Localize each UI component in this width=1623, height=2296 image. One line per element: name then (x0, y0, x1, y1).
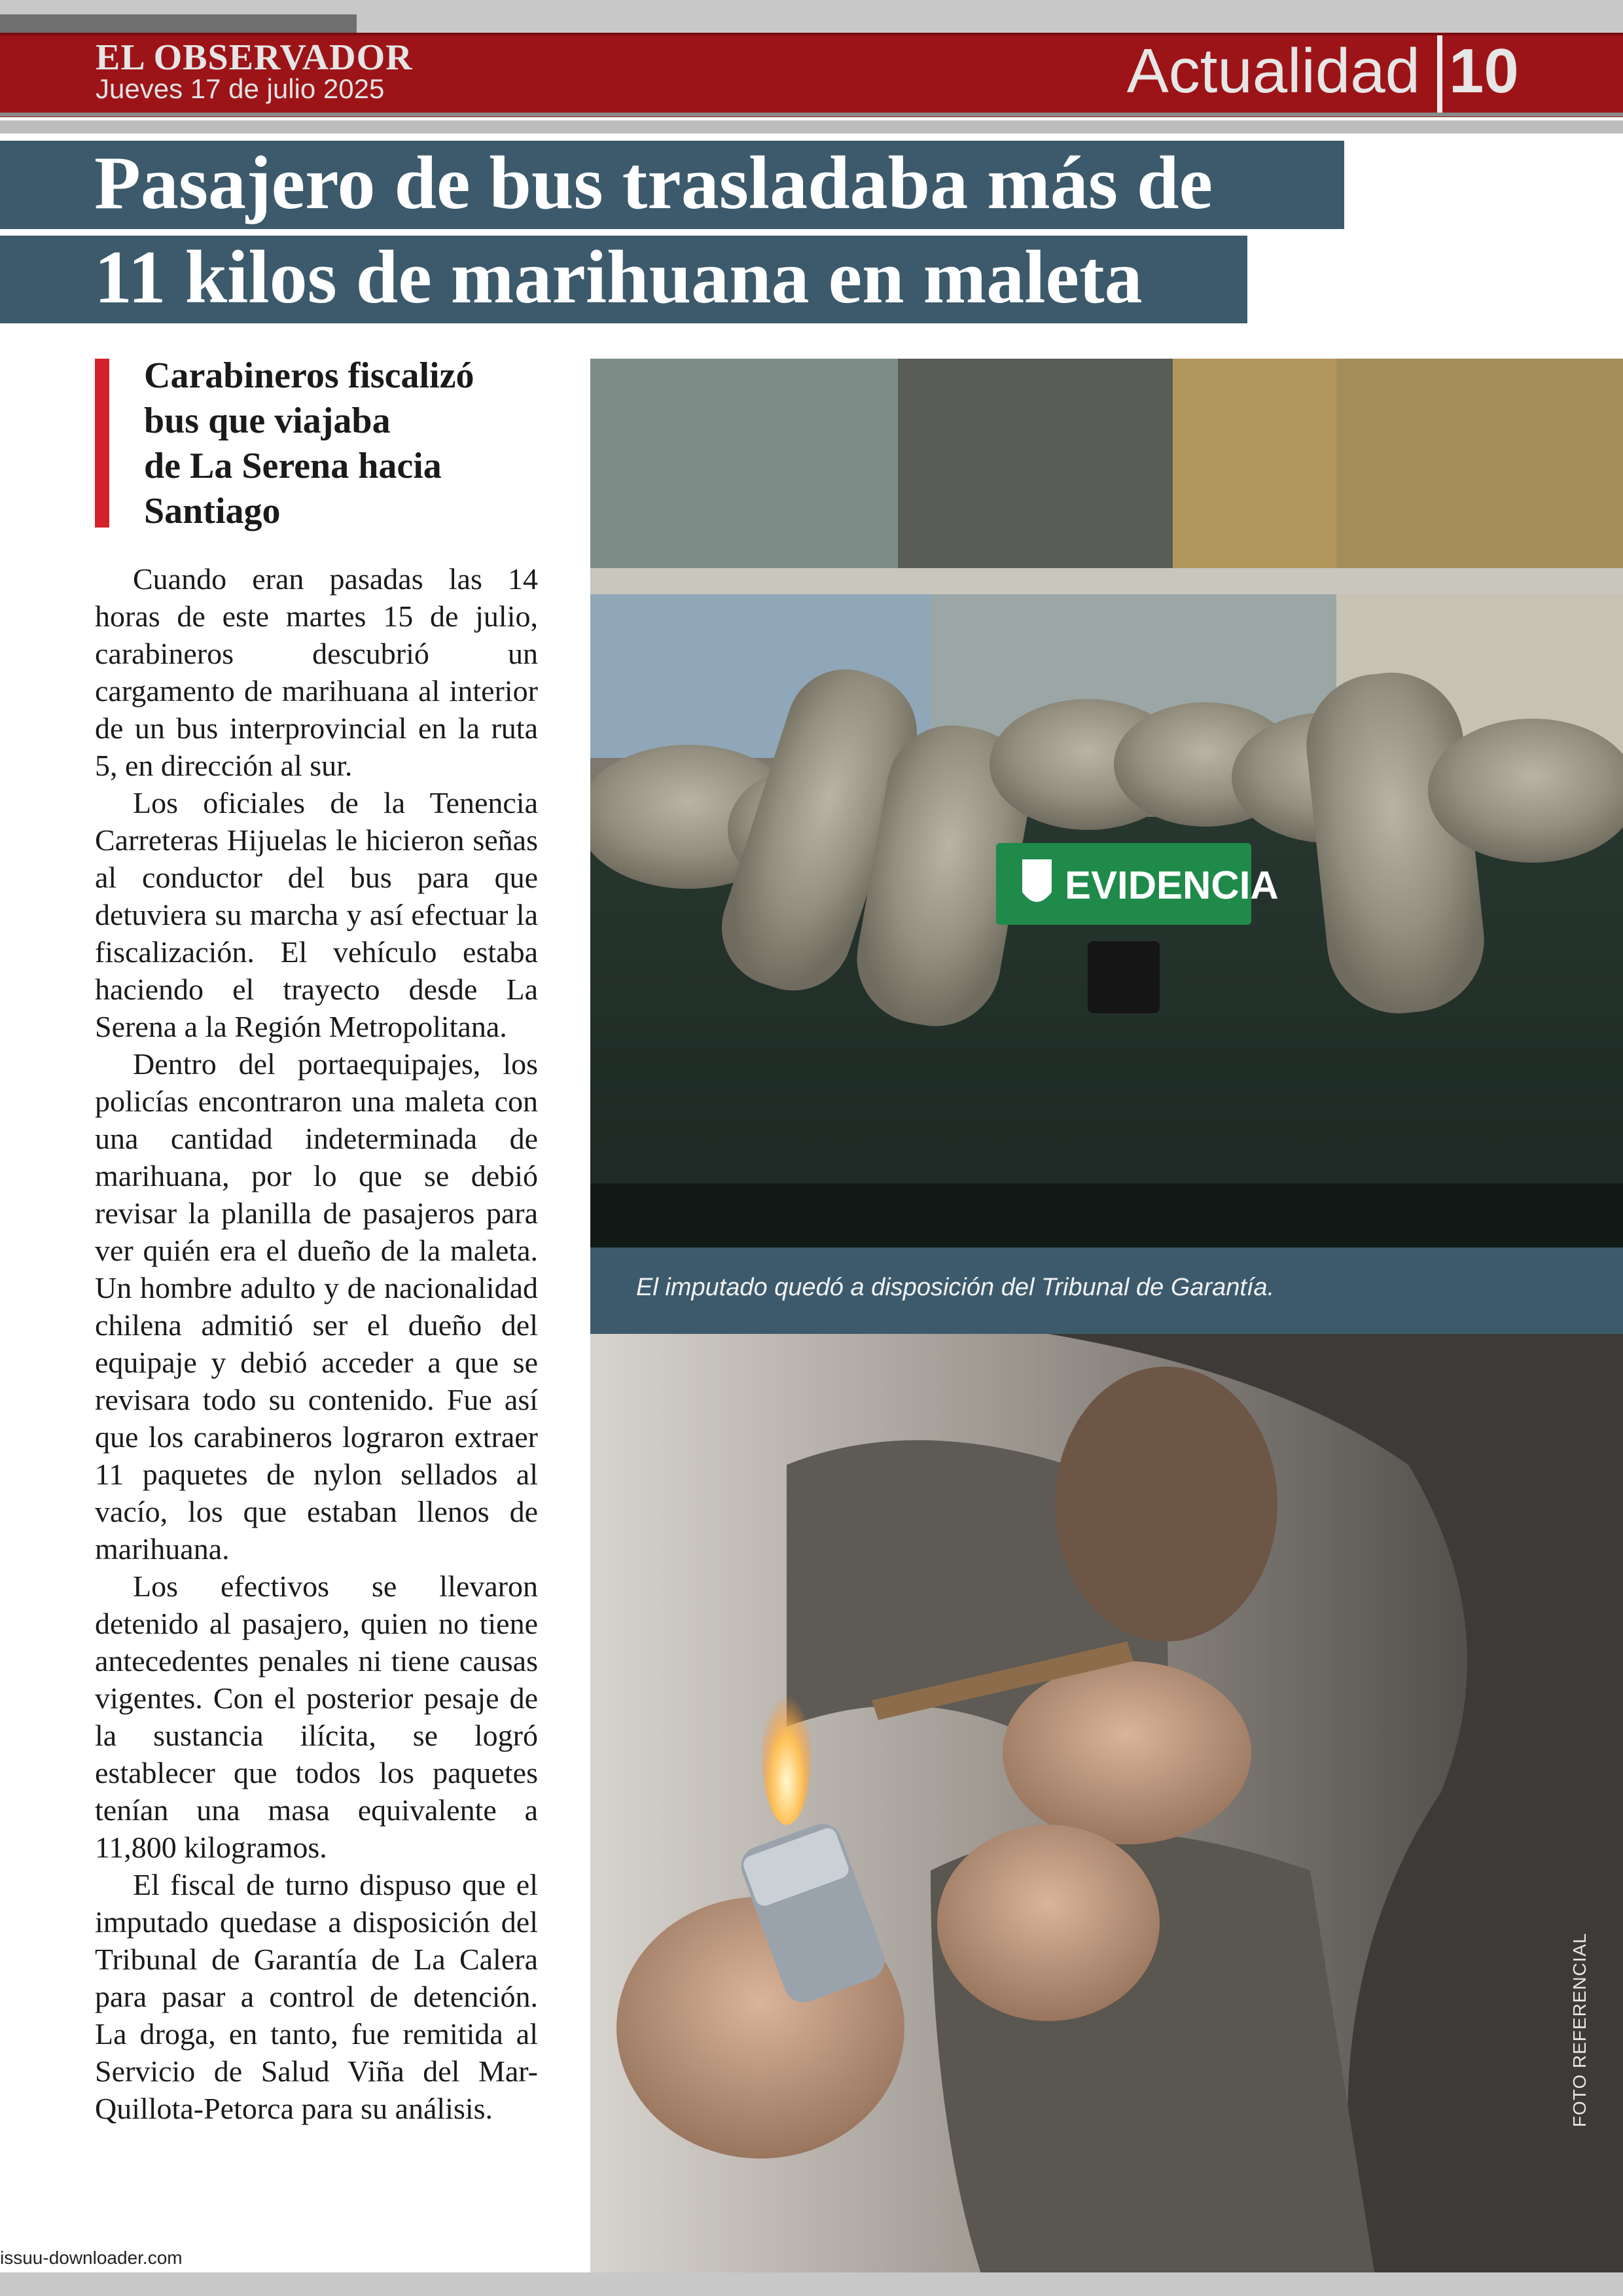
evidence-sign-text: EVIDENCIA (1065, 863, 1279, 907)
subhead-line: Carabineros fiscalizó (144, 355, 474, 396)
subhead-accent-bar (95, 359, 109, 528)
article-paragraph: Los oficiales de la Tenencia Carreteras Hijuelas le hicieron señas al conductor del bus para que detuviera su marcha y así efectuar la fiscalización. El vehículo estaba haciendo el trayecto desde La Serena a la Región Metropolitana. (95, 786, 538, 1043)
masthead-rule-light (0, 120, 1623, 134)
publication-date: Jueves 17 de julio 2025 (96, 73, 385, 104)
subhead-line: Santiago (144, 491, 281, 531)
photo-credit: FOTO REFERENCIAL (1569, 1932, 1590, 2127)
subhead-line: de La Serena hacia (144, 446, 442, 486)
article-body (95, 560, 538, 2127)
subhead (144, 353, 563, 534)
masthead-rule (0, 113, 1623, 117)
photo-caption: El imputado quedó a disposición del Tribunal de Garantía. (636, 1274, 1275, 1301)
footer-band (0, 2272, 1623, 2296)
evidence-photo (590, 359, 1623, 1247)
section-divider (1437, 35, 1442, 113)
article-paragraph: El fiscal de turno dispuso que el imputado quedase a disposición del Tribunal de Garantía de La Calera para pasar a control de detención. La droga, en tanto, fue remitida al Servicio de Salud Viña del Mar-Quillota-Petorca para su análisis. (95, 1868, 538, 2125)
page-number: 10 (1449, 36, 1519, 106)
article-paragraph: Los efectivos se llevaron detenido al pasajero, quien no tiene antecedentes penales ni tiene causas vigentes. Con el posterior pesaje de la sustancia ilícita, se logró establecer que todos los paquetes tenían una masa equivalente a 11,800 kilogramos. (95, 1570, 538, 1864)
headline-line-2: 11 kilos de marihuana en maleta (94, 236, 1143, 319)
publication-name: EL OBSERVADOR (96, 37, 413, 78)
reference-photo (590, 1334, 1623, 2280)
section-title: Actualidad (1126, 36, 1420, 106)
watermark: issuu-downloader.com (0, 2248, 183, 2268)
top-band-accent (0, 14, 357, 33)
article-paragraph: Cuando eran pasadas las 14 horas de este martes 15 de julio, carabineros descubrió un cargamento de marihuana al interior de un bus interprovincial en la ruta 5, en dirección al sur. (95, 562, 538, 782)
headline-line-1: Pasajero de bus trasladaba más de (94, 141, 1213, 225)
subhead-line: bus que viajaba (144, 401, 391, 441)
article-paragraph: Dentro del portaequipajes, los policías encontraron una maleta con una cantidad indeterminada de marihuana, por lo que se debió revisar la planilla de pasajeros para ver quién era el dueño de la maleta. Un hombre adulto y de nacionalidad chilena admitió ser el dueño del equipaje y debió acceder a que se revisara todo su contenido. Fue así que los carabineros lograron extraer 11 paquetes de nylon sellados al vacío, los que estaban llenos de marihuana. (95, 1047, 538, 1566)
